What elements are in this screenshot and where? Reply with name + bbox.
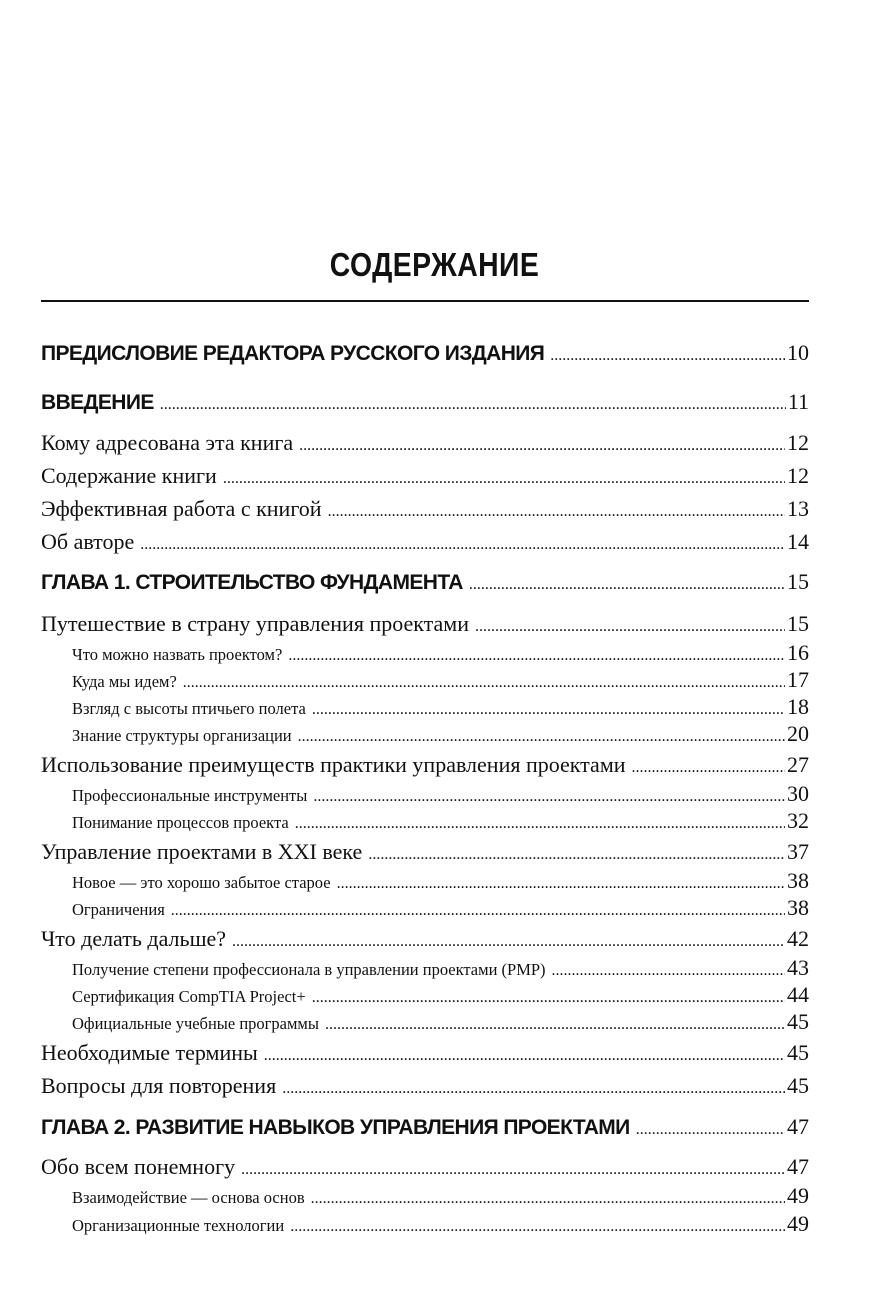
toc-entry-label: Понимание процессов проекта (72, 813, 289, 832)
dot-leader (160, 396, 786, 414)
toc-entry-label: Ограничения (72, 900, 165, 919)
toc-entry[interactable] (41, 839, 809, 865)
toc-entry[interactable] (41, 955, 809, 981)
toc-entry[interactable] (41, 529, 809, 555)
dot-leader (232, 933, 785, 951)
toc-entry-page: 47 (787, 1114, 809, 1139)
toc-entry[interactable] (41, 1154, 809, 1180)
dot-leader (140, 536, 785, 554)
dot-leader (337, 875, 785, 893)
dot-leader (288, 647, 785, 665)
toc-entry[interactable] (41, 1009, 809, 1035)
toc-entry-label: Новое — это хорошо забытое старое (72, 873, 331, 892)
toc-entry-page: 13 (787, 496, 809, 521)
toc-entry[interactable] (41, 569, 809, 595)
dot-leader (325, 1016, 785, 1034)
toc-entry[interactable] (41, 694, 809, 720)
toc-entry-label: Использование преимуществ практики управления проектами (41, 752, 626, 777)
toc-entry-label: Вопросы для повторения (41, 1073, 277, 1098)
toc-entry-page: 45 (787, 1073, 809, 1098)
toc-entry-label: Обо всем понемногу (41, 1154, 236, 1179)
toc-entry-label: Взаимодействие — основа основ (72, 1188, 305, 1207)
dot-leader (290, 1218, 785, 1236)
toc-entry[interactable] (41, 389, 809, 415)
toc-entry[interactable] (41, 667, 809, 693)
toc-entry-page: 49 (787, 1183, 809, 1208)
toc-entry-label: Знание структуры организации (72, 726, 292, 745)
toc-entry-label: Путешествие в страну управления проектами (41, 611, 469, 636)
toc-entry-page: 12 (787, 463, 809, 488)
dot-leader (312, 701, 785, 719)
toc-entry-page: 38 (787, 868, 809, 893)
toc-entry-label: Организационные технологии (72, 1216, 285, 1235)
toc-entry-label: Взгляд с высоты птичьего полета (72, 699, 306, 718)
toc-entry[interactable] (41, 808, 809, 834)
toc-entry[interactable] (41, 611, 809, 637)
toc-entry-label: ГЛАВА 2. РАЗВИТИЕ НАВЫКОВ УПРАВЛЕНИЯ ПРОЕКТАМИ (41, 1116, 630, 1139)
dot-leader (295, 815, 785, 833)
toc-entry-page: 12 (787, 430, 809, 455)
toc-entry-page: 17 (787, 667, 809, 692)
dot-leader (475, 618, 785, 636)
dot-leader (636, 1121, 785, 1139)
toc-entry-label: Получение степени профессионала в управлении проектами (PMP) (72, 960, 546, 979)
toc-entry-label: Содержание книги (41, 463, 217, 488)
table-of-contents (41, 0, 809, 1300)
toc-entry[interactable] (41, 1114, 809, 1140)
toc-entry-page: 45 (787, 1040, 809, 1065)
toc-entry[interactable] (41, 640, 809, 666)
dot-leader (312, 989, 785, 1007)
toc-entry-page: 16 (787, 640, 809, 665)
toc-entry-label: Управление проектами в XXI веке (41, 839, 363, 864)
toc-entry[interactable] (41, 781, 809, 807)
toc-entry[interactable] (41, 868, 809, 894)
toc-entry-page: 37 (787, 839, 809, 864)
toc-entry[interactable] (41, 895, 809, 921)
toc-entry-label: ВВЕДЕНИЕ (41, 391, 154, 414)
dot-leader (368, 846, 785, 864)
toc-entry-page: 47 (787, 1154, 809, 1179)
toc-entry-label: Сертификация CompTIA Project+ (72, 987, 306, 1006)
dot-leader (299, 437, 785, 455)
toc-entry-label: Профессиональные инструменты (72, 786, 308, 805)
toc-entry-label: Кому адресована эта книга (41, 430, 294, 455)
toc-entry[interactable] (41, 1211, 809, 1237)
toc-entry-label: Что можно назвать проектом? (72, 645, 283, 664)
dot-leader (223, 470, 785, 488)
toc-entry[interactable] (41, 1183, 809, 1209)
toc-entry-page: 20 (787, 721, 809, 746)
toc-entry-label: Что делать дальше? (41, 926, 227, 951)
toc-entry[interactable] (41, 752, 809, 778)
dot-leader (469, 576, 785, 594)
toc-entry-label: Официальные учебные программы (72, 1014, 319, 1033)
toc-entry-page: 32 (787, 808, 809, 833)
toc-entry[interactable] (41, 982, 809, 1008)
toc-entry-page: 18 (787, 694, 809, 719)
toc-entry-label: ПРЕДИСЛОВИЕ РЕДАКТОРА РУССКОГО ИЗДАНИЯ (41, 342, 545, 365)
toc-entry[interactable] (41, 496, 809, 522)
toc-entry[interactable] (41, 430, 809, 456)
dot-leader (171, 902, 785, 920)
toc-entry-page: 15 (787, 569, 809, 594)
toc-entry-page: 27 (787, 752, 809, 777)
toc-entry-page: 42 (787, 926, 809, 951)
toc-entry-label: Эффективная работа с книгой (41, 496, 322, 521)
toc-entry-page: 11 (787, 389, 809, 414)
dot-leader (552, 962, 785, 980)
page-title: СОДЕРЖАНИЕ (329, 246, 540, 283)
toc-entry-label: Об авторе (41, 529, 135, 554)
dot-leader (298, 728, 785, 746)
toc-entry-page: 38 (787, 895, 809, 920)
toc-entry-page: 15 (787, 611, 809, 636)
dot-leader (632, 759, 785, 777)
toc-entry-label: Куда мы идем? (72, 672, 177, 691)
toc-entry[interactable] (41, 1040, 809, 1066)
toc-entry[interactable] (41, 340, 809, 366)
dot-leader (328, 503, 785, 521)
toc-entry-page: 49 (787, 1211, 809, 1236)
toc-entry[interactable] (41, 926, 809, 952)
dot-leader (282, 1080, 785, 1098)
toc-entry[interactable] (41, 1073, 809, 1099)
dot-leader (550, 347, 785, 365)
toc-entry-label: ГЛАВА 1. СТРОИТЕЛЬСТВО ФУНДАМЕНТА (41, 571, 463, 594)
dot-leader (264, 1047, 785, 1065)
toc-entry[interactable] (41, 721, 809, 747)
dot-leader (311, 1190, 785, 1208)
toc-entry-label: Необходимые термины (41, 1040, 258, 1065)
dot-leader (183, 674, 785, 692)
toc-entry-page: 10 (787, 340, 809, 365)
toc-entry-page: 43 (787, 955, 809, 980)
dot-leader (241, 1161, 785, 1179)
toc-entry[interactable] (41, 463, 809, 489)
toc-entry-page: 30 (787, 781, 809, 806)
toc-entry-page: 44 (787, 982, 809, 1007)
toc-entry-page: 45 (787, 1009, 809, 1034)
toc-entry-page: 14 (787, 529, 809, 554)
dot-leader (313, 788, 785, 806)
